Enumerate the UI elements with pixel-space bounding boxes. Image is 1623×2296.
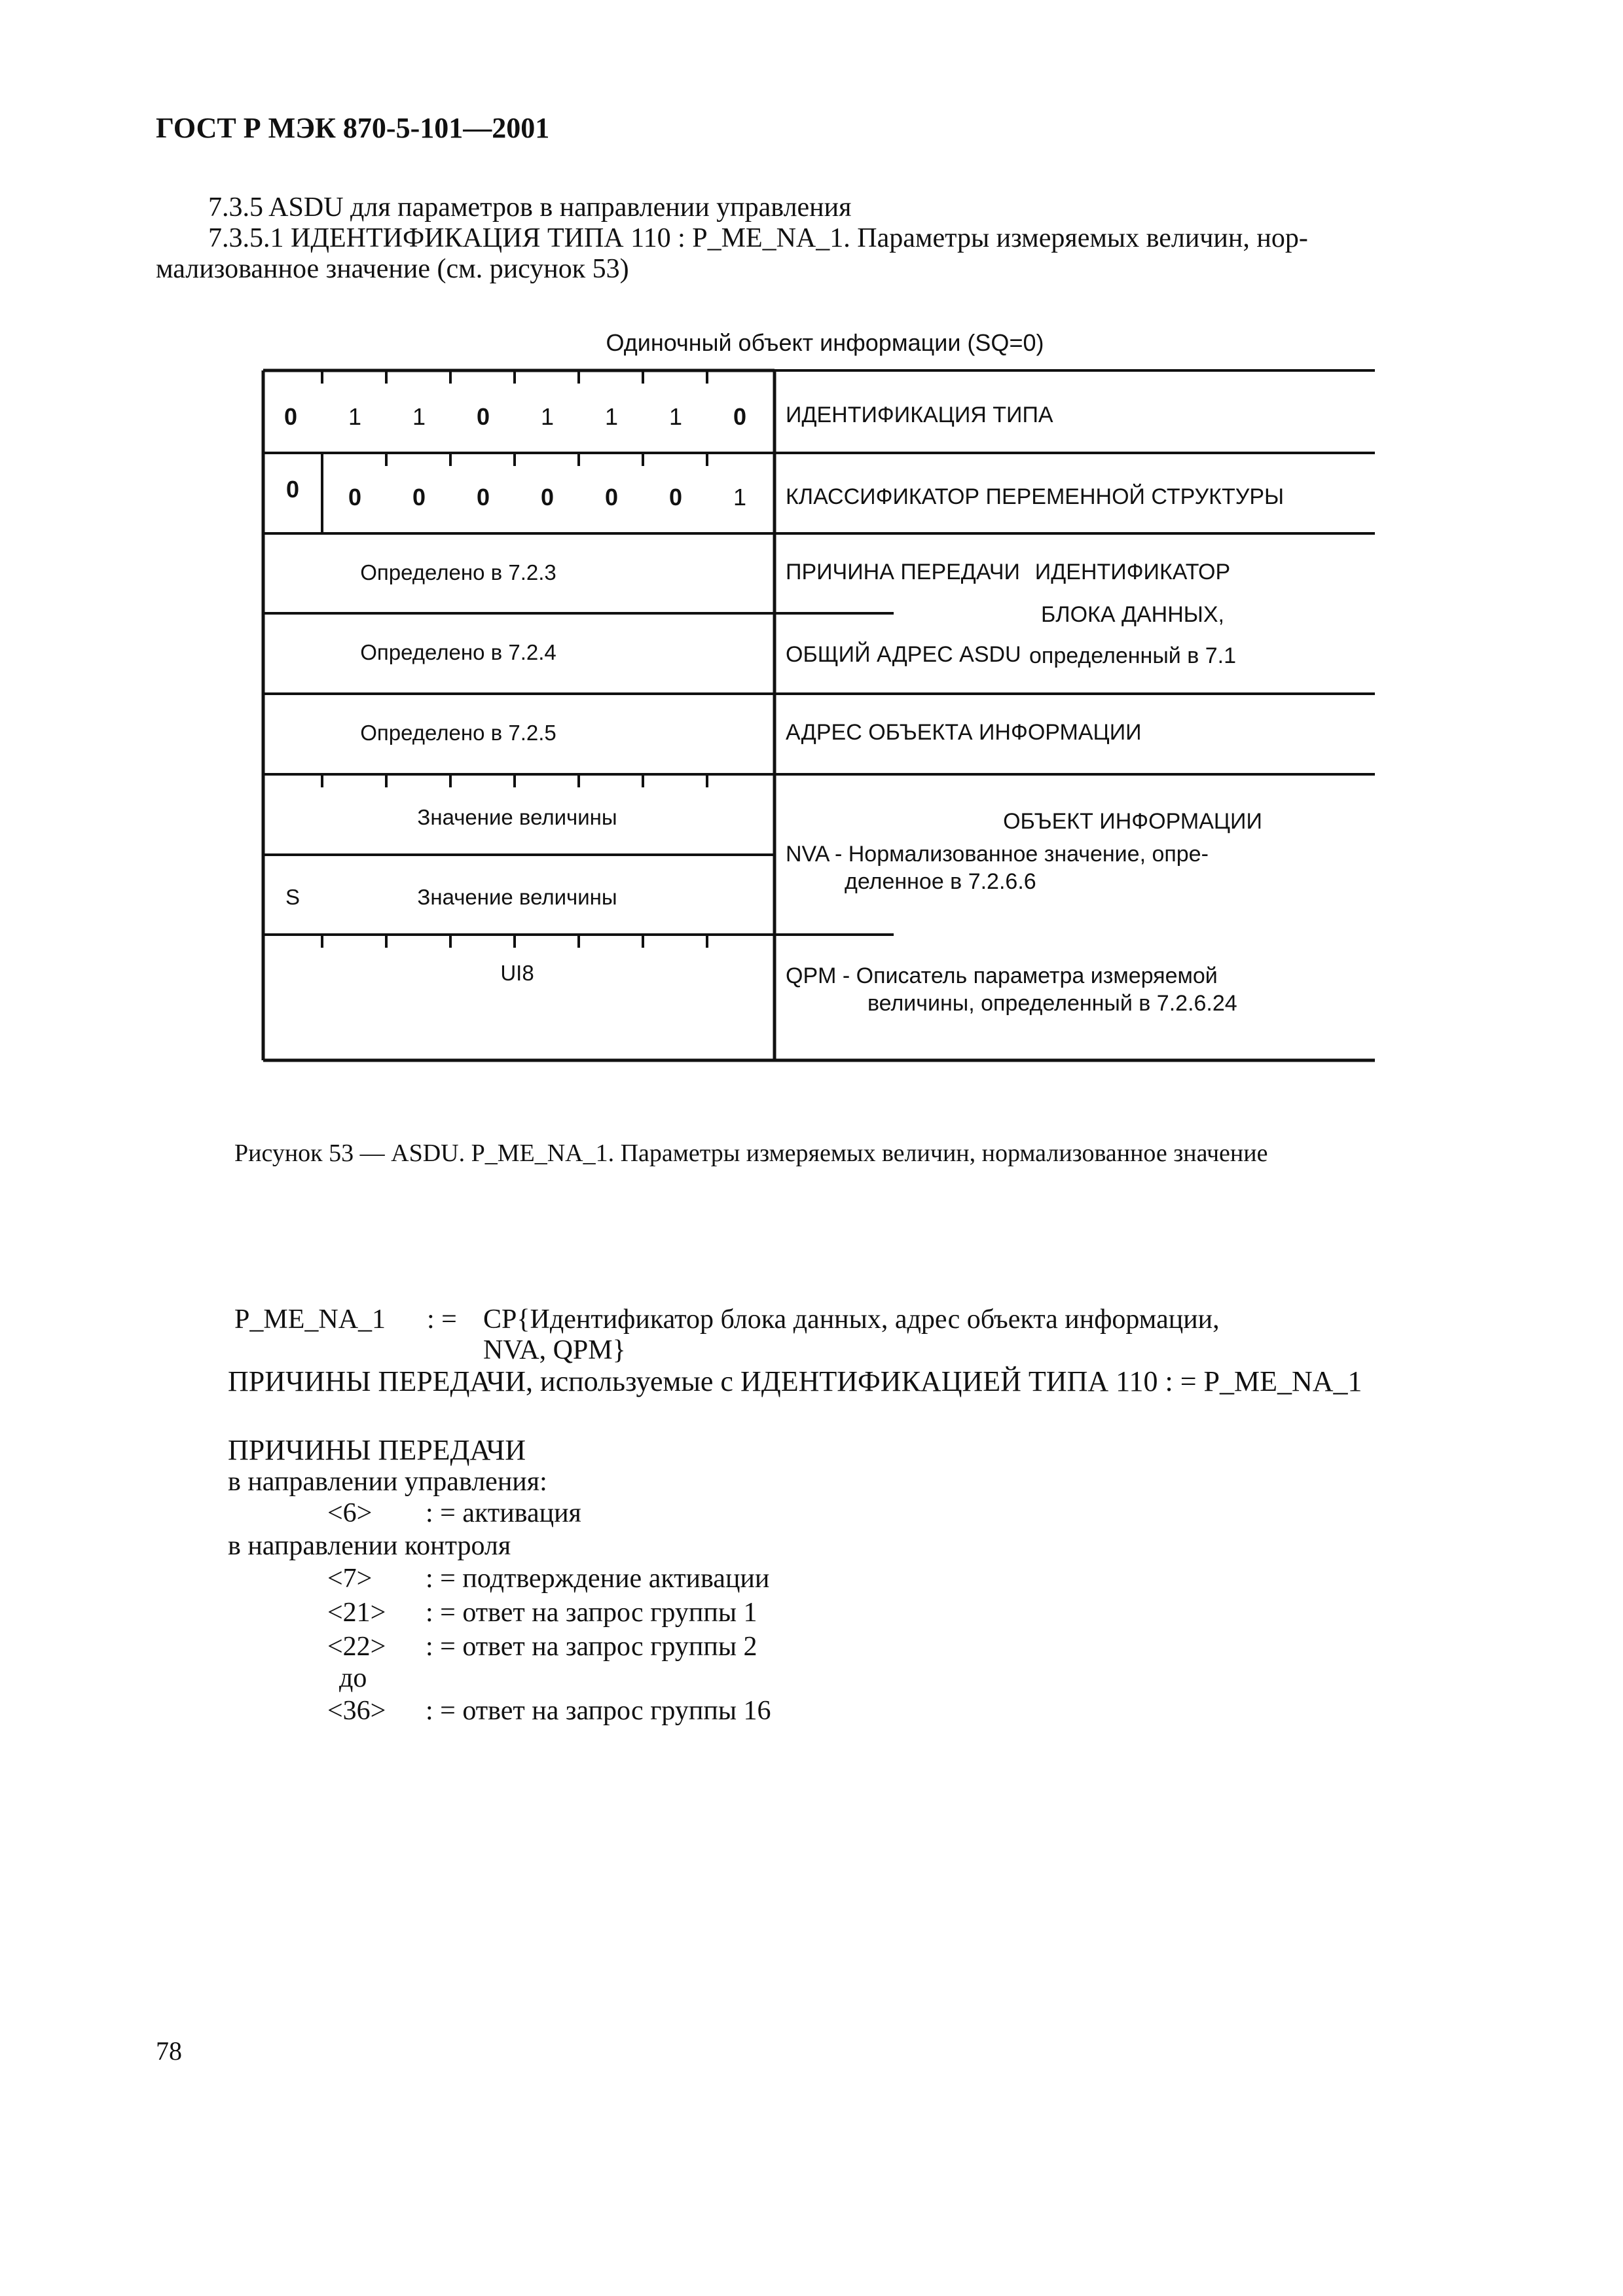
vsq-bit: 1 (733, 484, 747, 511)
common-address-label: ОБЩИЙ АДРЕС ASDU (786, 642, 1021, 667)
section-heading: 7.3.5 ASDU для параметров в направлении управления (208, 192, 852, 223)
type-bit: 1 (348, 403, 362, 430)
cause-text: : = ответ на запрос группы 2 (426, 1632, 757, 1662)
vsq-bit: 0 (476, 484, 490, 511)
vsq-bit: 0 (285, 476, 300, 503)
vsq-bit: 0 (604, 484, 619, 511)
data-unit-id-line2: БЛОКА ДАННЫХ, (1040, 602, 1225, 627)
formula-operator: : = (427, 1304, 457, 1335)
right-side-labels (786, 403, 1284, 1016)
cot-definition: Определено в 7.2.3 (360, 560, 556, 584)
cause-text: : = подтверждение активации (426, 1564, 770, 1594)
type-bit: 1 (668, 403, 683, 430)
diagram-frame (263, 370, 1375, 1060)
formula-rhs-line2: NVA, QPM} (483, 1335, 626, 1365)
vsq-bit: 0 (348, 484, 362, 511)
asdu-structure-diagram (0, 0, 1623, 1100)
cause-code: <7> (327, 1564, 373, 1594)
page-number: 78 (156, 2036, 182, 2066)
figure-title: Одиночный объект информации (SQ=0) (606, 329, 1044, 356)
value-label: Значение величины (417, 805, 617, 829)
cot-usage-line: ПРИЧИНЫ ПЕРЕДАЧИ, используемые с ИДЕНТИФИКАЦИЕЙ ТИПА 110 : = P_ME_NA_1 (228, 1365, 1362, 1397)
type-bit: 1 (604, 403, 619, 430)
ui8-label: UI8 (500, 961, 534, 985)
vsq-label: КЛАССИФИКАТОР ПЕРЕМЕННОЙ СТРУКТУРЫ (786, 484, 1285, 509)
qpm-description-line1: QPM - Описатель параметра измеряемой (786, 963, 1218, 988)
document-header: ГОСТ Р МЭК 870-5-101—2001 (156, 112, 550, 144)
data-unit-id-line3: определенный в 7.1 (1029, 643, 1236, 668)
subsection-heading-line1: 7.3.5.1 ИДЕНТИФИКАЦИЯ ТИПА 110 : P_ME_NA_1. Параметры измеряемых величин, нор- (208, 223, 1308, 253)
cause-text: : = активация (426, 1498, 581, 1528)
formula-lhs: P_ME_NA_1 (234, 1304, 386, 1335)
nva-description-line1: NVA - Нормализованное значение, опре- (786, 842, 1209, 867)
figure-caption: Рисунок 53 — ASDU. P_ME_NA_1. Параметры измеряемых величин, нормализованное значение (234, 1139, 1268, 1167)
type-bit: 1 (540, 403, 555, 430)
cause-code: <6> (327, 1498, 373, 1528)
sign-bit-label: S (285, 885, 301, 909)
nva-description-line2: деленное в 7.2.6.6 (845, 869, 1036, 894)
range-word: до (339, 1663, 367, 1693)
type-bit: 0 (733, 403, 747, 430)
type-bit: 0 (476, 403, 490, 430)
common-address-definition: Определено в 7.2.4 (360, 640, 556, 664)
type-bit: 0 (283, 403, 298, 430)
vsq-bit: 0 (412, 484, 426, 511)
value-label: Значение величины (417, 885, 617, 909)
type-id-bits (284, 403, 746, 430)
left-box-labels (285, 560, 617, 985)
cause-code: <21> (327, 1598, 386, 1628)
causes-title: ПРИЧИНЫ ПЕРЕДАЧИ (228, 1434, 526, 1466)
type-id-label: ИДЕНТИФИКАЦИЯ ТИПА (786, 403, 1053, 427)
qpm-description-line2: величины, определенный в 7.2.6.24 (867, 991, 1237, 1016)
cause-text: : = ответ на запрос группы 1 (426, 1598, 757, 1628)
vsq-bit: 0 (668, 484, 683, 511)
vsq-bit: 0 (540, 484, 555, 511)
cause-code: <36> (327, 1696, 386, 1726)
ioa-label: АДРЕС ОБЪЕКТА ИНФОРМАЦИИ (786, 720, 1142, 745)
monitor-direction-label: в направлении контроля (228, 1531, 511, 1561)
type-bit: 1 (412, 403, 426, 430)
control-direction-label: в направлении управления: (228, 1467, 547, 1497)
subsection-heading-line2: мализованное значение (см. рисунок 53) (156, 254, 629, 284)
info-object-label: ОБЪЕКТ ИНФОРМАЦИИ (1003, 809, 1262, 834)
formula-rhs-line1: CP{Идентификатор блока данных, адрес объекта информации, (483, 1304, 1220, 1335)
cause-text: : = ответ на запрос группы 16 (426, 1696, 771, 1726)
ioa-definition: Определено в 7.2.5 (360, 721, 556, 745)
cot-label: ПРИЧИНА ПЕРЕДАЧИ (786, 560, 1020, 584)
vsq-bits (286, 476, 746, 511)
cause-code: <22> (327, 1632, 386, 1662)
data-unit-id-line1: ИДЕНТИФИКАТОР (1034, 560, 1231, 584)
